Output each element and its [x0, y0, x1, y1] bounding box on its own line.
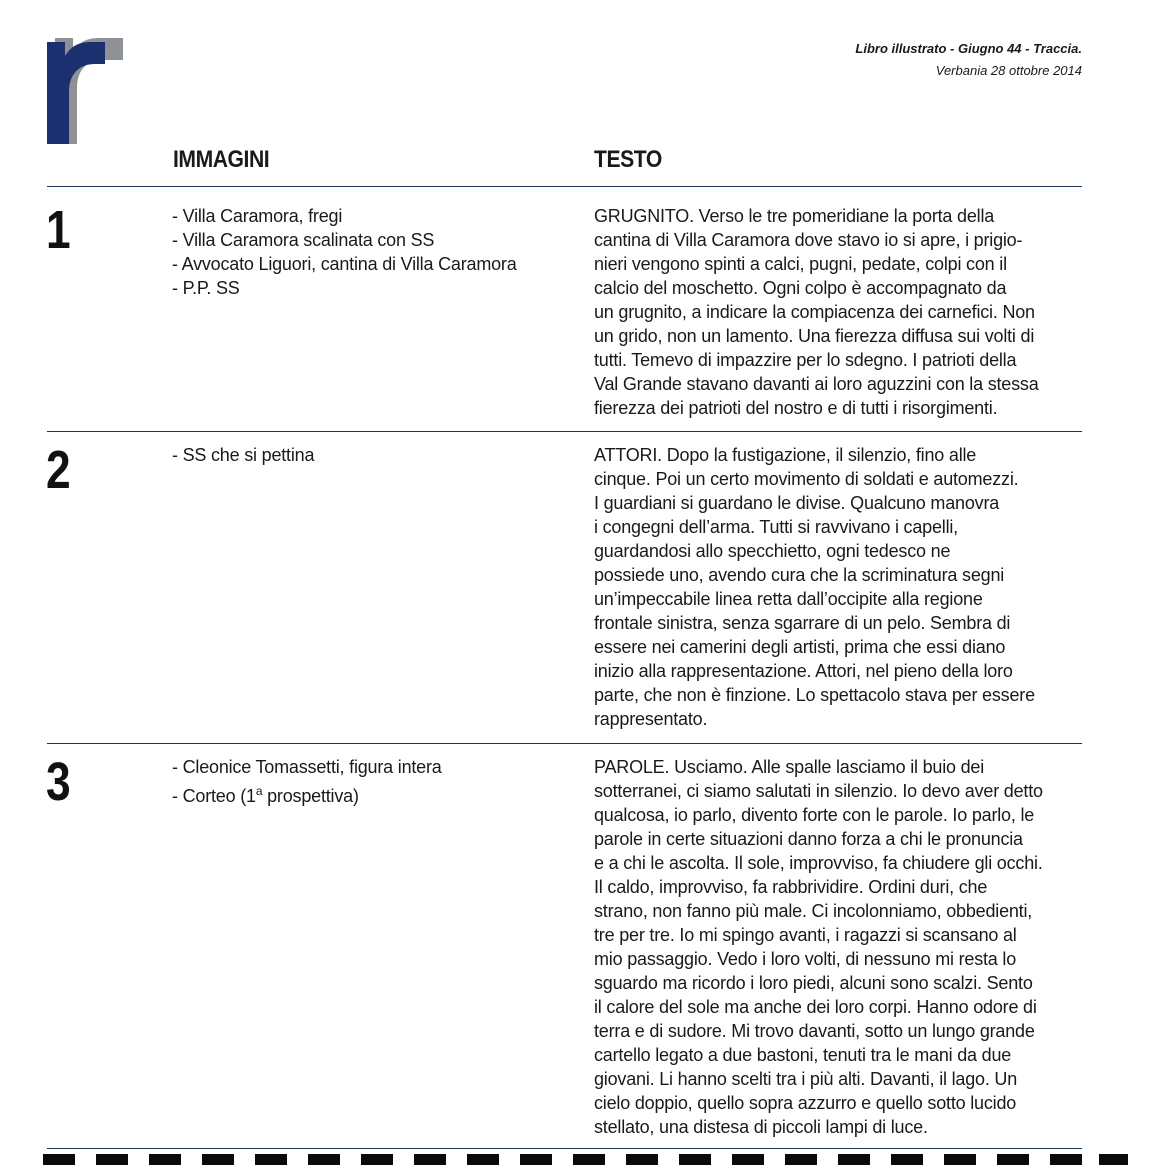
- section-images-list: [172, 204, 572, 300]
- footer-dash-bar: [43, 1154, 1128, 1165]
- text-line: sguardo ma ricordo i loro piedi, alcuni sono scalzi. Sento: [594, 973, 1033, 993]
- corteo-superscript: a: [255, 784, 263, 798]
- text-line: un grugnito, a indicare la compiacenza dei carnefici. Non: [594, 302, 1035, 322]
- text-line: e a chi le ascolta. Il sole, improvviso, fa chiudere gli occhi.: [594, 853, 1043, 873]
- image-item: - P.P. SS: [172, 278, 240, 298]
- image-item: - Villa Caramora, fregi: [172, 206, 343, 226]
- text-line: giovani. Li hanno scelti tra i più alti. Davanti, il lago. Un: [594, 1069, 1018, 1089]
- section-divider: [47, 431, 1082, 432]
- text-line: parte, che non è finzione. Lo spettacolo stava per essere: [594, 685, 1035, 705]
- corteo-label-start: - Corteo (1: [172, 786, 256, 806]
- section-images-list: [172, 443, 572, 467]
- text-line: frontale sinistra, senza sgarrare di un pelo. Sembra di: [594, 613, 1011, 633]
- column-heading-text: TESTO: [594, 146, 662, 173]
- section-number: 1: [46, 200, 71, 260]
- image-item: - Cleonice Tomassetti, figura intera: [172, 757, 442, 777]
- text-line: ATTORI. Dopo la fustigazione, il silenzio, fino alle: [594, 445, 977, 465]
- text-line: un’impeccabile linea retta dall’occipite alla regione: [594, 589, 983, 609]
- text-line: GRUGNITO. Verso le tre pomeridiane la porta della: [594, 206, 995, 226]
- text-line: Il caldo, improvviso, fa rabbrividire. Ordini duri, che: [594, 877, 988, 897]
- text-line: inizio alla rappresentazione. Attori, nel pieno della loro: [594, 661, 1013, 681]
- header-title: Libro illustrato - Giugno 44 - Traccia.: [855, 41, 1082, 56]
- text-line: guardandosi allo specchietto, ogni tedesco ne: [594, 541, 951, 561]
- text-line: I guardiani si guardano le divise. Qualcuno manovra: [594, 493, 1000, 513]
- section-text: [594, 755, 1086, 1139]
- image-item: - Avvocato Liguori, cantina di Villa Caramora: [172, 254, 517, 274]
- text-line: cartello legato a due bastoni, tenuti tra le mani da due: [594, 1045, 1012, 1065]
- section-text: [594, 204, 1086, 420]
- text-line: calcio del moschetto. Ogni colpo è accompagnato da: [594, 278, 1007, 298]
- text-line: cielo doppio, quello sopra azzurro e quello sotto lucido: [594, 1093, 1017, 1113]
- image-item: - Villa Caramora scalinata con SS: [172, 230, 435, 250]
- text-line: essere nei camerini degli artisti, prima che essi diano: [594, 637, 1006, 657]
- text-line: strano, non fanno più male. Ci incolonniamo, obbedienti,: [594, 901, 1033, 921]
- text-line: tre per tre. Io mi spingo avanti, i ragazzi si scansano al: [594, 925, 1017, 945]
- text-line: il calore del sole ma anche dei loro corpi. Hanno odore di: [594, 997, 1037, 1017]
- text-line: un grido, non un lamento. Una fierezza diffusa sui volti di: [594, 326, 1035, 346]
- text-line: stellato, una distesa di piccoli lampi di luce.: [594, 1117, 928, 1137]
- footer-divider: [47, 1148, 1082, 1149]
- corteo-label-end: prospettiva): [262, 786, 359, 806]
- text-line: mio passaggio. Vedo i loro volti, di nessuno mi resta lo: [594, 949, 1017, 969]
- text-line: Val Grande stavano davanti ai loro aguzzini con la stessa: [594, 374, 1039, 394]
- section-divider: [47, 743, 1082, 744]
- header-divider: [47, 186, 1082, 187]
- image-item-corteo: [172, 779, 572, 808]
- text-line: qualcosa, io parlo, divento forte con le parole. Io parlo, le: [594, 805, 1035, 825]
- text-line: rappresentato.: [594, 709, 708, 729]
- logo-r: [47, 38, 123, 144]
- section-text: [594, 443, 1086, 731]
- section-number: 3: [46, 752, 71, 812]
- section-number: 2: [46, 440, 71, 500]
- text-line: nieri vengono spinti a calci, pugni, pedate, colpi con il: [594, 254, 1007, 274]
- text-line: cantina di Villa Caramora dove stavo io si apre, i prigio-: [594, 230, 1023, 250]
- text-line: terra e di sudore. Mi trovo davanti, sotto un lungo grande: [594, 1021, 1035, 1041]
- image-item: - SS che si pettina: [172, 445, 315, 465]
- text-line: parole in certe situazioni danno forza a chi le pronuncia: [594, 829, 1023, 849]
- section-images-list: [172, 755, 572, 808]
- text-line: PAROLE. Usciamo. Alle spalle lasciamo il buio dei: [594, 757, 985, 777]
- text-line: cinque. Poi un certo movimento di soldati e automezzi.: [594, 469, 1019, 489]
- text-line: possiede uno, avendo cura che la scriminatura segni: [594, 565, 1005, 585]
- text-line: fierezza dei patrioti del nostro e di tutti i risorgimenti.: [594, 398, 998, 418]
- text-line: tutti. Temevo di impazzire per lo sdegno. I patrioti della: [594, 350, 1017, 370]
- column-heading-images: IMMAGINI: [173, 146, 270, 173]
- text-line: sotterranei, ci siamo salutati in silenzio. Io devo aver detto: [594, 781, 1043, 801]
- document-header: [855, 38, 1082, 82]
- header-date: Verbania 28 ottobre 2014: [935, 63, 1082, 78]
- text-line: i congegni dell’arma. Tutti si ravvivano i capelli,: [594, 517, 958, 537]
